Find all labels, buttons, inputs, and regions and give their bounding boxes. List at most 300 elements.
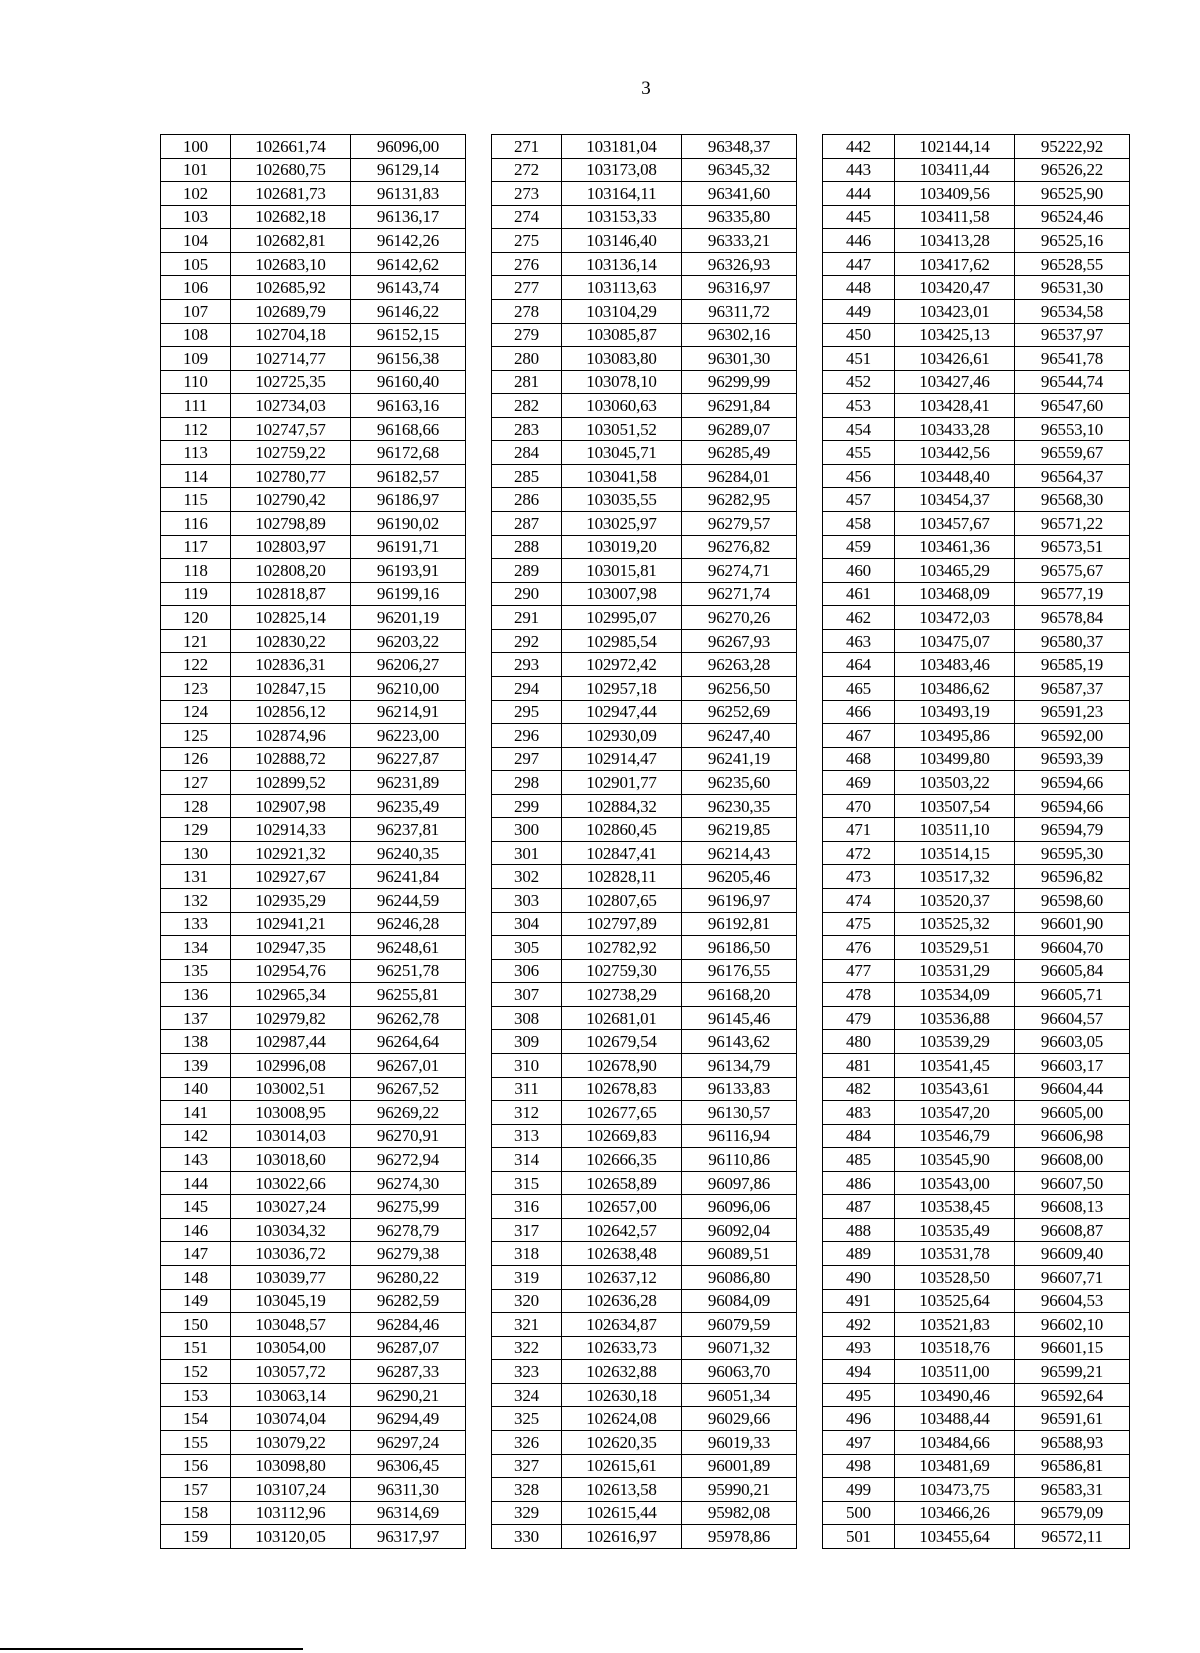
y-coordinate-cell: 96601,90 xyxy=(1015,912,1130,936)
table-row xyxy=(161,1077,1130,1101)
column-group-separator xyxy=(466,323,492,347)
y-coordinate-cell: 96134,79 xyxy=(682,1053,797,1077)
y-coordinate-cell: 96531,30 xyxy=(1015,276,1130,300)
x-coordinate-cell: 102682,18 xyxy=(231,205,351,229)
table-row xyxy=(161,182,1130,206)
point-number-cell: 284 xyxy=(492,441,562,465)
x-coordinate-cell: 103521,83 xyxy=(895,1313,1015,1337)
y-coordinate-cell: 96152,15 xyxy=(351,323,466,347)
column-group-separator xyxy=(466,417,492,441)
x-coordinate-cell: 103455,64 xyxy=(895,1525,1015,1549)
column-group-separator xyxy=(466,182,492,206)
point-number-cell: 443 xyxy=(823,158,895,182)
y-coordinate-cell: 96592,00 xyxy=(1015,724,1130,748)
column-group-separator xyxy=(797,983,823,1007)
column-group-separator xyxy=(466,1218,492,1242)
y-coordinate-cell: 96214,91 xyxy=(351,700,466,724)
x-coordinate-cell: 102954,76 xyxy=(231,959,351,983)
x-coordinate-cell: 103022,66 xyxy=(231,1171,351,1195)
column-group-separator xyxy=(466,818,492,842)
column-group-separator xyxy=(797,1383,823,1407)
point-number-cell: 474 xyxy=(823,889,895,913)
column-group-separator xyxy=(466,229,492,253)
point-number-cell: 452 xyxy=(823,370,895,394)
x-coordinate-cell: 103015,81 xyxy=(562,559,682,583)
point-number-cell: 466 xyxy=(823,700,895,724)
x-coordinate-cell: 102679,54 xyxy=(562,1030,682,1054)
y-coordinate-cell: 96588,93 xyxy=(1015,1430,1130,1454)
y-coordinate-cell: 96541,78 xyxy=(1015,347,1130,371)
point-number-cell: 107 xyxy=(161,299,231,323)
x-coordinate-cell: 103493,19 xyxy=(895,700,1015,724)
table-row xyxy=(161,653,1130,677)
x-coordinate-cell: 102856,12 xyxy=(231,700,351,724)
column-group-separator xyxy=(797,394,823,418)
y-coordinate-cell: 96585,19 xyxy=(1015,653,1130,677)
table-row xyxy=(161,559,1130,583)
point-number-cell: 317 xyxy=(492,1218,562,1242)
table-row xyxy=(161,1171,1130,1195)
x-coordinate-cell: 103433,28 xyxy=(895,417,1015,441)
point-number-cell: 109 xyxy=(161,347,231,371)
y-coordinate-cell: 96289,07 xyxy=(682,417,797,441)
x-coordinate-cell: 103153,33 xyxy=(562,205,682,229)
x-coordinate-cell: 102847,41 xyxy=(562,841,682,865)
y-coordinate-cell: 96604,44 xyxy=(1015,1077,1130,1101)
point-number-cell: 472 xyxy=(823,841,895,865)
column-group-separator xyxy=(797,158,823,182)
y-coordinate-cell: 96547,60 xyxy=(1015,394,1130,418)
x-coordinate-cell: 103146,40 xyxy=(562,229,682,253)
column-group-separator xyxy=(797,606,823,630)
x-coordinate-cell: 103060,63 xyxy=(562,394,682,418)
x-coordinate-cell: 102613,58 xyxy=(562,1478,682,1502)
column-group-separator xyxy=(466,582,492,606)
column-group-separator xyxy=(797,1336,823,1360)
column-group-separator xyxy=(797,582,823,606)
point-number-cell: 131 xyxy=(161,865,231,889)
x-coordinate-cell: 103039,77 xyxy=(231,1266,351,1290)
coordinates-table-body xyxy=(161,135,1130,1549)
x-coordinate-cell: 103483,46 xyxy=(895,653,1015,677)
x-coordinate-cell: 102620,35 xyxy=(562,1430,682,1454)
point-number-cell: 296 xyxy=(492,724,562,748)
column-group-separator xyxy=(466,676,492,700)
x-coordinate-cell: 103499,80 xyxy=(895,747,1015,771)
point-number-cell: 143 xyxy=(161,1148,231,1172)
column-group-separator xyxy=(466,794,492,818)
y-coordinate-cell: 95982,08 xyxy=(682,1501,797,1525)
y-coordinate-cell: 96297,24 xyxy=(351,1430,466,1454)
column-group-separator xyxy=(466,606,492,630)
x-coordinate-cell: 102683,10 xyxy=(231,252,351,276)
y-coordinate-cell: 96267,52 xyxy=(351,1077,466,1101)
y-coordinate-cell: 96270,91 xyxy=(351,1124,466,1148)
column-group-separator xyxy=(466,1383,492,1407)
point-number-cell: 297 xyxy=(492,747,562,771)
column-group-separator xyxy=(797,724,823,748)
column-group-separator xyxy=(466,1124,492,1148)
point-number-cell: 313 xyxy=(492,1124,562,1148)
column-group-separator xyxy=(797,1454,823,1478)
column-group-separator xyxy=(797,700,823,724)
x-coordinate-cell: 102957,18 xyxy=(562,676,682,700)
y-coordinate-cell: 96089,51 xyxy=(682,1242,797,1266)
y-coordinate-cell: 96287,07 xyxy=(351,1336,466,1360)
point-number-cell: 149 xyxy=(161,1289,231,1313)
y-coordinate-cell: 96591,61 xyxy=(1015,1407,1130,1431)
point-number-cell: 159 xyxy=(161,1525,231,1549)
x-coordinate-cell: 103045,19 xyxy=(231,1289,351,1313)
point-number-cell: 145 xyxy=(161,1195,231,1219)
x-coordinate-cell: 102935,29 xyxy=(231,889,351,913)
y-coordinate-cell: 96163,16 xyxy=(351,394,466,418)
y-coordinate-cell: 96084,09 xyxy=(682,1289,797,1313)
x-coordinate-cell: 102947,35 xyxy=(231,936,351,960)
y-coordinate-cell: 96609,40 xyxy=(1015,1242,1130,1266)
point-number-cell: 288 xyxy=(492,535,562,559)
table-row xyxy=(161,1148,1130,1172)
y-coordinate-cell: 96133,83 xyxy=(682,1077,797,1101)
point-number-cell: 299 xyxy=(492,794,562,818)
x-coordinate-cell: 102914,47 xyxy=(562,747,682,771)
y-coordinate-cell: 96190,02 xyxy=(351,512,466,536)
point-number-cell: 293 xyxy=(492,653,562,677)
column-group-separator xyxy=(466,512,492,536)
point-number-cell: 483 xyxy=(823,1101,895,1125)
column-group-separator xyxy=(797,535,823,559)
table-row xyxy=(161,841,1130,865)
y-coordinate-cell: 96256,50 xyxy=(682,676,797,700)
column-group-separator xyxy=(797,912,823,936)
table-row xyxy=(161,299,1130,323)
x-coordinate-cell: 102941,21 xyxy=(231,912,351,936)
x-coordinate-cell: 102633,73 xyxy=(562,1336,682,1360)
point-number-cell: 327 xyxy=(492,1454,562,1478)
x-coordinate-cell: 102681,01 xyxy=(562,1006,682,1030)
point-number-cell: 292 xyxy=(492,629,562,653)
column-group-separator xyxy=(466,1360,492,1384)
point-number-cell: 326 xyxy=(492,1430,562,1454)
point-number-cell: 493 xyxy=(823,1336,895,1360)
y-coordinate-cell: 96227,87 xyxy=(351,747,466,771)
column-group-separator xyxy=(797,865,823,889)
x-coordinate-cell: 102927,67 xyxy=(231,865,351,889)
y-coordinate-cell: 96244,59 xyxy=(351,889,466,913)
y-coordinate-cell: 96306,45 xyxy=(351,1454,466,1478)
column-group-separator xyxy=(797,1101,823,1125)
column-group-separator xyxy=(466,771,492,795)
y-coordinate-cell: 96116,94 xyxy=(682,1124,797,1148)
x-coordinate-cell: 102947,44 xyxy=(562,700,682,724)
point-number-cell: 446 xyxy=(823,229,895,253)
x-coordinate-cell: 103511,10 xyxy=(895,818,1015,842)
x-coordinate-cell: 103543,61 xyxy=(895,1077,1015,1101)
y-coordinate-cell: 96280,22 xyxy=(351,1266,466,1290)
column-group-separator xyxy=(466,1171,492,1195)
y-coordinate-cell: 96272,94 xyxy=(351,1148,466,1172)
x-coordinate-cell: 103465,29 xyxy=(895,559,1015,583)
x-coordinate-cell: 103536,88 xyxy=(895,1006,1015,1030)
column-group-separator xyxy=(797,1218,823,1242)
x-coordinate-cell: 102965,34 xyxy=(231,983,351,1007)
y-coordinate-cell: 96525,16 xyxy=(1015,229,1130,253)
x-coordinate-cell: 102798,89 xyxy=(231,512,351,536)
x-coordinate-cell: 102714,77 xyxy=(231,347,351,371)
point-number-cell: 279 xyxy=(492,323,562,347)
y-coordinate-cell: 96348,37 xyxy=(682,135,797,159)
x-coordinate-cell: 103531,29 xyxy=(895,959,1015,983)
y-coordinate-cell: 96607,50 xyxy=(1015,1171,1130,1195)
point-number-cell: 468 xyxy=(823,747,895,771)
column-group-separator xyxy=(797,370,823,394)
x-coordinate-cell: 102930,09 xyxy=(562,724,682,748)
x-coordinate-cell: 102677,65 xyxy=(562,1101,682,1125)
x-coordinate-cell: 102921,32 xyxy=(231,841,351,865)
y-coordinate-cell: 96235,60 xyxy=(682,771,797,795)
table-row xyxy=(161,582,1130,606)
y-coordinate-cell: 96271,74 xyxy=(682,582,797,606)
point-number-cell: 496 xyxy=(823,1407,895,1431)
column-group-separator xyxy=(466,1195,492,1219)
y-coordinate-cell: 96223,00 xyxy=(351,724,466,748)
y-coordinate-cell: 96086,80 xyxy=(682,1266,797,1290)
column-group-separator xyxy=(797,841,823,865)
y-coordinate-cell: 96544,74 xyxy=(1015,370,1130,394)
x-coordinate-cell: 102790,42 xyxy=(231,488,351,512)
x-coordinate-cell: 102669,83 xyxy=(562,1124,682,1148)
x-coordinate-cell: 102632,88 xyxy=(562,1360,682,1384)
x-coordinate-cell: 103534,09 xyxy=(895,983,1015,1007)
y-coordinate-cell: 96316,97 xyxy=(682,276,797,300)
point-number-cell: 471 xyxy=(823,818,895,842)
column-group-separator xyxy=(797,488,823,512)
y-coordinate-cell: 96278,79 xyxy=(351,1218,466,1242)
point-number-cell: 157 xyxy=(161,1478,231,1502)
table-row xyxy=(161,417,1130,441)
column-group-separator xyxy=(466,653,492,677)
y-coordinate-cell: 96608,00 xyxy=(1015,1148,1130,1172)
x-coordinate-cell: 102780,77 xyxy=(231,464,351,488)
table-row xyxy=(161,1407,1130,1431)
point-number-cell: 325 xyxy=(492,1407,562,1431)
table-row xyxy=(161,700,1130,724)
x-coordinate-cell: 103442,56 xyxy=(895,441,1015,465)
x-coordinate-cell: 102979,82 xyxy=(231,1006,351,1030)
point-number-cell: 462 xyxy=(823,606,895,630)
y-coordinate-cell: 96525,90 xyxy=(1015,182,1130,206)
x-coordinate-cell: 103517,32 xyxy=(895,865,1015,889)
table-row xyxy=(161,912,1130,936)
point-number-cell: 497 xyxy=(823,1430,895,1454)
table-row xyxy=(161,1454,1130,1478)
column-group-separator xyxy=(797,1148,823,1172)
point-number-cell: 328 xyxy=(492,1478,562,1502)
column-group-separator xyxy=(797,1478,823,1502)
point-number-cell: 102 xyxy=(161,182,231,206)
x-coordinate-cell: 102803,97 xyxy=(231,535,351,559)
y-coordinate-cell: 96601,15 xyxy=(1015,1336,1130,1360)
column-group-separator xyxy=(797,1195,823,1219)
table-row xyxy=(161,323,1130,347)
x-coordinate-cell: 103098,80 xyxy=(231,1454,351,1478)
point-number-cell: 120 xyxy=(161,606,231,630)
column-group-separator xyxy=(797,1266,823,1290)
y-coordinate-cell: 96192,81 xyxy=(682,912,797,936)
y-coordinate-cell: 96168,20 xyxy=(682,983,797,1007)
x-coordinate-cell: 103051,52 xyxy=(562,417,682,441)
x-coordinate-cell: 103525,32 xyxy=(895,912,1015,936)
x-coordinate-cell: 102847,15 xyxy=(231,676,351,700)
x-coordinate-cell: 102681,73 xyxy=(231,182,351,206)
point-number-cell: 121 xyxy=(161,629,231,653)
x-coordinate-cell: 103113,63 xyxy=(562,276,682,300)
y-coordinate-cell: 96301,30 xyxy=(682,347,797,371)
y-coordinate-cell: 96063,70 xyxy=(682,1360,797,1384)
x-coordinate-cell: 103468,09 xyxy=(895,582,1015,606)
y-coordinate-cell: 96571,22 xyxy=(1015,512,1130,536)
column-group-separator xyxy=(466,747,492,771)
point-number-cell: 312 xyxy=(492,1101,562,1125)
column-group-separator xyxy=(466,724,492,748)
point-number-cell: 489 xyxy=(823,1242,895,1266)
x-coordinate-cell: 102985,54 xyxy=(562,629,682,653)
x-coordinate-cell: 103520,37 xyxy=(895,889,1015,913)
x-coordinate-cell: 103426,61 xyxy=(895,347,1015,371)
point-number-cell: 289 xyxy=(492,559,562,583)
point-number-cell: 486 xyxy=(823,1171,895,1195)
point-number-cell: 479 xyxy=(823,1006,895,1030)
column-group-separator xyxy=(797,276,823,300)
point-number-cell: 478 xyxy=(823,983,895,1007)
y-coordinate-cell: 96191,71 xyxy=(351,535,466,559)
point-number-cell: 460 xyxy=(823,559,895,583)
point-number-cell: 129 xyxy=(161,818,231,842)
point-number-cell: 318 xyxy=(492,1242,562,1266)
x-coordinate-cell: 103539,29 xyxy=(895,1030,1015,1054)
point-number-cell: 153 xyxy=(161,1383,231,1407)
point-number-cell: 457 xyxy=(823,488,895,512)
column-group-separator xyxy=(466,299,492,323)
y-coordinate-cell: 96604,53 xyxy=(1015,1289,1130,1313)
table-row xyxy=(161,158,1130,182)
x-coordinate-cell: 102888,72 xyxy=(231,747,351,771)
y-coordinate-cell: 96269,22 xyxy=(351,1101,466,1125)
y-coordinate-cell: 96230,35 xyxy=(682,794,797,818)
table-row xyxy=(161,135,1130,159)
y-coordinate-cell: 96182,57 xyxy=(351,464,466,488)
column-group-separator xyxy=(797,818,823,842)
x-coordinate-cell: 102657,00 xyxy=(562,1195,682,1219)
y-coordinate-cell: 96534,58 xyxy=(1015,299,1130,323)
x-coordinate-cell: 102689,79 xyxy=(231,299,351,323)
y-coordinate-cell: 96168,66 xyxy=(351,417,466,441)
y-coordinate-cell: 96594,66 xyxy=(1015,771,1130,795)
y-coordinate-cell: 96341,60 xyxy=(682,182,797,206)
point-number-cell: 291 xyxy=(492,606,562,630)
x-coordinate-cell: 103107,24 xyxy=(231,1478,351,1502)
x-coordinate-cell: 103136,14 xyxy=(562,252,682,276)
point-number-cell: 490 xyxy=(823,1266,895,1290)
column-group-separator xyxy=(466,1525,492,1549)
y-coordinate-cell: 96573,51 xyxy=(1015,535,1130,559)
y-coordinate-cell: 96143,74 xyxy=(351,276,466,300)
point-number-cell: 321 xyxy=(492,1313,562,1337)
column-group-separator xyxy=(466,1242,492,1266)
table-row xyxy=(161,1336,1130,1360)
y-coordinate-cell: 96604,57 xyxy=(1015,1006,1130,1030)
x-coordinate-cell: 103514,15 xyxy=(895,841,1015,865)
point-number-cell: 277 xyxy=(492,276,562,300)
y-coordinate-cell: 96553,10 xyxy=(1015,417,1130,441)
x-coordinate-cell: 102899,52 xyxy=(231,771,351,795)
table-row xyxy=(161,1383,1130,1407)
x-coordinate-cell: 102725,35 xyxy=(231,370,351,394)
point-number-cell: 135 xyxy=(161,959,231,983)
point-number-cell: 300 xyxy=(492,818,562,842)
x-coordinate-cell: 102907,98 xyxy=(231,794,351,818)
x-coordinate-cell: 102678,83 xyxy=(562,1077,682,1101)
y-coordinate-cell: 96142,26 xyxy=(351,229,466,253)
x-coordinate-cell: 102615,44 xyxy=(562,1501,682,1525)
point-number-cell: 128 xyxy=(161,794,231,818)
table-row xyxy=(161,1360,1130,1384)
y-coordinate-cell: 96264,64 xyxy=(351,1030,466,1054)
x-coordinate-cell: 103034,32 xyxy=(231,1218,351,1242)
y-coordinate-cell: 96097,86 xyxy=(682,1171,797,1195)
x-coordinate-cell: 102638,48 xyxy=(562,1242,682,1266)
point-number-cell: 144 xyxy=(161,1171,231,1195)
column-group-separator xyxy=(797,1525,823,1549)
x-coordinate-cell: 102914,33 xyxy=(231,818,351,842)
y-coordinate-cell: 96203,22 xyxy=(351,629,466,653)
y-coordinate-cell: 96129,14 xyxy=(351,158,466,182)
y-coordinate-cell: 96219,85 xyxy=(682,818,797,842)
column-group-separator xyxy=(466,1313,492,1337)
x-coordinate-cell: 103054,00 xyxy=(231,1336,351,1360)
x-coordinate-cell: 102996,08 xyxy=(231,1053,351,1077)
column-group-separator xyxy=(797,182,823,206)
x-coordinate-cell: 103535,49 xyxy=(895,1218,1015,1242)
y-coordinate-cell: 96592,64 xyxy=(1015,1383,1130,1407)
y-coordinate-cell: 96291,84 xyxy=(682,394,797,418)
y-coordinate-cell: 96333,21 xyxy=(682,229,797,253)
y-coordinate-cell: 96595,30 xyxy=(1015,841,1130,865)
point-number-cell: 286 xyxy=(492,488,562,512)
y-coordinate-cell: 96092,04 xyxy=(682,1218,797,1242)
point-number-cell: 305 xyxy=(492,936,562,960)
table-row xyxy=(161,1430,1130,1454)
y-coordinate-cell: 96605,71 xyxy=(1015,983,1130,1007)
point-number-cell: 154 xyxy=(161,1407,231,1431)
point-number-cell: 498 xyxy=(823,1454,895,1478)
y-coordinate-cell: 96607,71 xyxy=(1015,1266,1130,1290)
column-group-separator xyxy=(466,535,492,559)
column-group-separator xyxy=(797,676,823,700)
y-coordinate-cell: 96526,22 xyxy=(1015,158,1130,182)
point-number-cell: 302 xyxy=(492,865,562,889)
y-coordinate-cell: 96279,57 xyxy=(682,512,797,536)
x-coordinate-cell: 102836,31 xyxy=(231,653,351,677)
column-group-separator xyxy=(466,464,492,488)
point-number-cell: 124 xyxy=(161,700,231,724)
column-group-separator xyxy=(797,229,823,253)
column-group-separator xyxy=(466,959,492,983)
x-coordinate-cell: 103529,51 xyxy=(895,936,1015,960)
x-coordinate-cell: 102759,30 xyxy=(562,959,682,983)
point-number-cell: 275 xyxy=(492,229,562,253)
column-group-separator xyxy=(797,323,823,347)
